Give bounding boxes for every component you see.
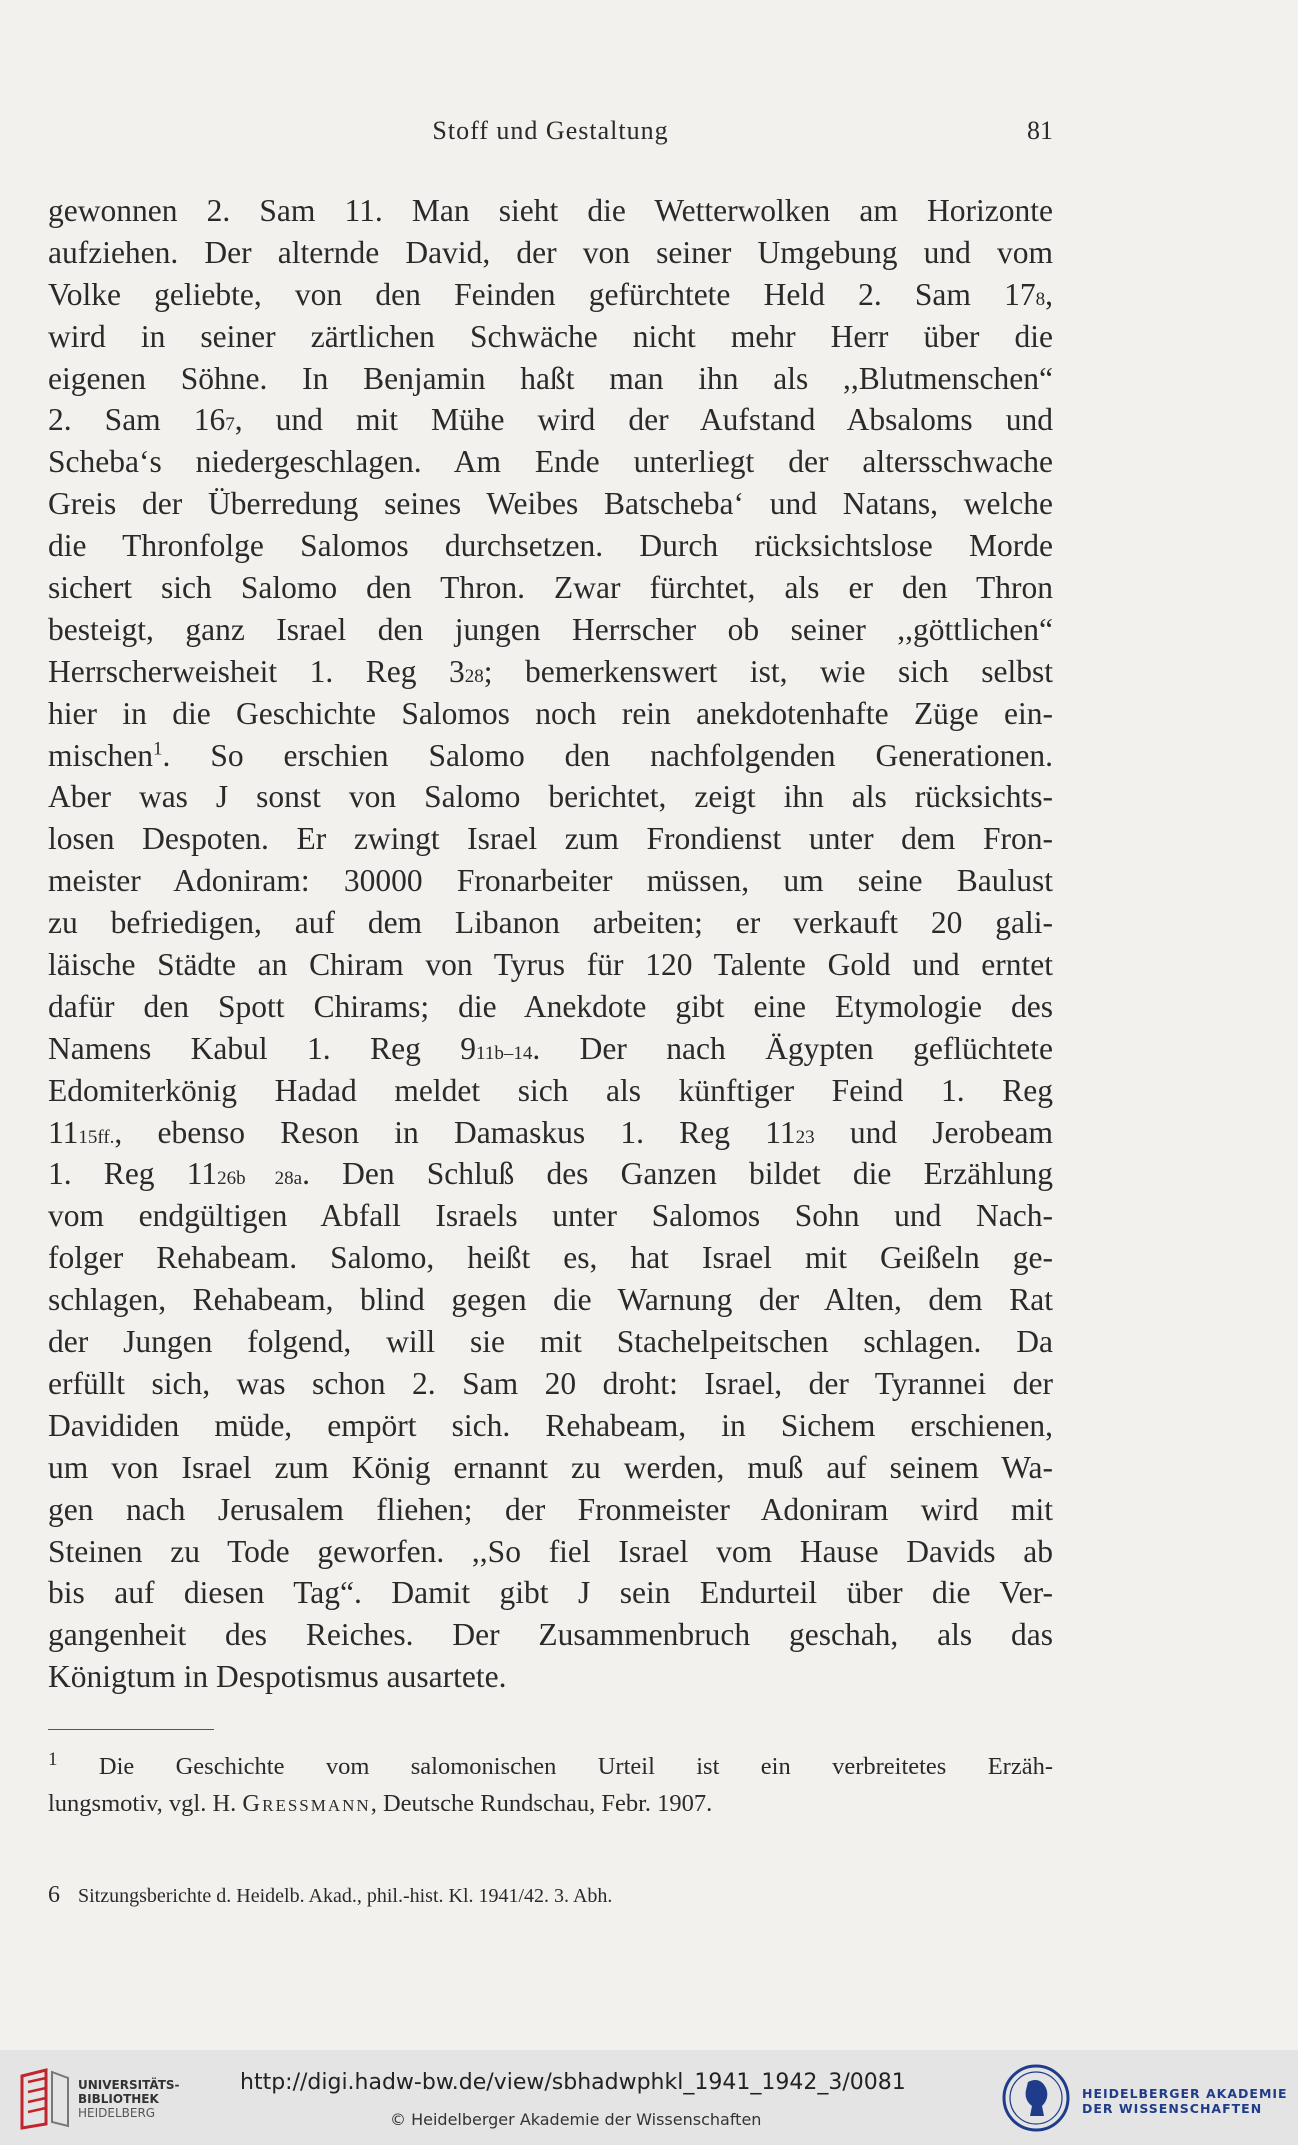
text-line: besteigt, ganz Israel den jungen Herrscher ob seiner ,,göttlichen“	[48, 611, 1053, 647]
text-line: meister Adoniram: 30000 Fronarbeiter müssen, um seine Baulust	[48, 863, 1053, 899]
text-line: 1. Reg 1126b 28a. Den Schluß des Ganzen bildet die Erzählung	[48, 1156, 1053, 1192]
text-line: Herrscherweisheit 1. Reg 328; bemerkenswert ist, wie sich selbst	[48, 653, 1053, 689]
text-line: um von Israel zum König ernannt zu werden, muß auf seinem Wa-	[48, 1449, 1053, 1485]
footnote-line-2: lungsmotiv, vgl. H. Gressmann, Deutsche Rundschau, Febr. 1907.	[48, 1790, 713, 1817]
text-line: eigenen Söhne. In Benjamin haßt man ihn als ,,Blutmenschen“	[48, 360, 1053, 396]
running-title: Stoff und Gestaltung	[432, 116, 669, 145]
text-line: läische Städte an Chiram von Tyrus für 120 Talente Gold und erntet	[48, 947, 1053, 983]
signature-number: 6	[48, 1882, 60, 1908]
text-line: Davididen müde, empört sich. Rehabeam, in Sichem erschienen,	[48, 1407, 1053, 1443]
text-line: Scheba‘s niedergeschlagen. Am Ende unterliegt der altersschwache	[48, 444, 1053, 480]
text-line: bis auf diesen Tag“. Damit gibt J sein Endurteil über die Ver-	[48, 1575, 1053, 1611]
text-line: Königtum in Despotismus ausartete.	[48, 1659, 507, 1695]
copyright-notice: © Heidelberger Akademie der Wissenschaften	[390, 2110, 762, 2129]
footnote-marker: 1	[48, 1748, 58, 1770]
verse-subscript: 15ff.	[78, 1126, 115, 1148]
text-line: hier in die Geschichte Salomos noch rein anekdotenhafte Züge ein-	[48, 695, 1053, 731]
verse-subscript: 28	[464, 665, 484, 687]
author-name: Gressmann	[242, 1790, 371, 1817]
verse-subscript: 26b 28a	[217, 1168, 303, 1190]
text-line: die Thronfolge Salomos durchsetzen. Durch rücksichtslose Morde	[48, 528, 1053, 564]
text-line: mischen$^1$. So erschien Salomo den nachfolgenden Generationen.	[48, 737, 1053, 773]
hadw-seal-icon[interactable]	[1000, 2062, 1072, 2134]
page-number: 81	[1027, 116, 1053, 145]
text-line: Volke geliebte, von den Feinden gefürchtete Held 2. Sam 178,	[48, 276, 1053, 312]
body-text	[48, 190, 1053, 1698]
text-line: losen Despoten. Er zwingt Israel zum Frondienst unter dem Fron-	[48, 821, 1053, 857]
text-line: wird in seiner zärtlichen Schwäche nicht mehr Herr über die	[48, 318, 1053, 354]
text-line: gangenheit des Reiches. Der Zusammenbruch geschah, als das	[48, 1617, 1053, 1653]
text-line: 2. Sam 167, und mit Mühe wird der Aufstand Absaloms und	[48, 402, 1053, 438]
signature-text: Sitzungsberichte d. Heidelb. Akad., phil.-hist. Kl. 1941/42. 3. Abh.	[78, 1885, 613, 1907]
text-line: gewonnen 2. Sam 11. Man sieht die Wetterwolken am Horizonte	[48, 193, 1053, 228]
text-line: Steinen zu Tode geworfen. ,,So fiel Israel vom Hause Davids ab	[48, 1533, 1053, 1569]
source-url-link[interactable]: http://digi.hadw-bw.de/view/sbhadwphkl_1941_1942_3/0081	[240, 2070, 906, 2095]
text-line: Greis der Überredung seines Weibes Batscheba‘ und Natans, welche	[48, 486, 1053, 522]
ub-heidelberg-logo-icon[interactable]	[16, 2068, 74, 2130]
text-line: vom endgültigen Abfall Israels unter Salomos Sohn und Nach-	[48, 1198, 1053, 1234]
text-line: Namens Kabul 1. Reg 911b–14. Der nach Ägypten geflüchtete	[48, 1030, 1053, 1066]
text-line: sichert sich Salomo den Thron. Zwar fürchtet, als er den Thron	[48, 570, 1053, 606]
verse-subscript: 11b–14	[476, 1042, 533, 1064]
hadw-name: HEIDELBERGER AKADEMIE DER WISSENSCHAFTEN	[1082, 2086, 1288, 2116]
text-line: zu befriedigen, auf dem Libanon arbeiten; er verkauft 20 gali-	[48, 905, 1053, 941]
text-line: schlagen, Rehabeam, blind gegen die Warnung der Alten, dem Rat	[48, 1282, 1053, 1318]
text-line: Aber was J sonst von Salomo berichtet, zeigt ihn als rücksichts-	[48, 779, 1053, 815]
footer-bar	[0, 2050, 1298, 2145]
footnote-divider	[48, 1729, 214, 1730]
verse-subscript: 23	[795, 1126, 815, 1148]
page-header	[48, 112, 1053, 152]
verse-subscript: 8	[1035, 288, 1046, 310]
footnote	[48, 1748, 1053, 1822]
text-line: der Jungen folgend, will sie mit Stachelpeitschen schlagen. Da	[48, 1324, 1053, 1360]
text-line: erfüllt sich, was schon 2. Sam 20 droht: Israel, der Tyrannei der	[48, 1365, 1053, 1401]
text-line: 1115ff., ebenso Reson in Damaskus 1. Reg 1123 und Jerobeam	[48, 1114, 1053, 1150]
text-line: aufziehen. Der alternde David, der von seiner Umgebung und vom	[48, 234, 1053, 270]
verse-subscript: 7	[225, 414, 235, 436]
text-line: folger Rehabeam. Salomo, heißt es, hat Israel mit Geißeln ge-	[48, 1240, 1053, 1276]
ub-heidelberg-name: UNIVERSITÄTS- BIBLIOTHEK HEIDELBERG	[78, 2078, 180, 2120]
signature-line	[48, 1882, 612, 1909]
footnote-line-1: $^1$ Die Geschichte vom salomonischen Urteil ist ein verbreitetes Erzäh-	[48, 1748, 1053, 1780]
text-line: gen nach Jerusalem fliehen; der Fronmeister Adoniram wird mit	[48, 1491, 1053, 1527]
footnote-reference[interactable]: 1	[152, 738, 163, 760]
text-line: dafür den Spott Chirams; die Anekdote gibt eine Etymologie des	[48, 988, 1053, 1024]
text-line: Edomiterkönig Hadad meldet sich als künftiger Feind 1. Reg	[48, 1072, 1053, 1108]
